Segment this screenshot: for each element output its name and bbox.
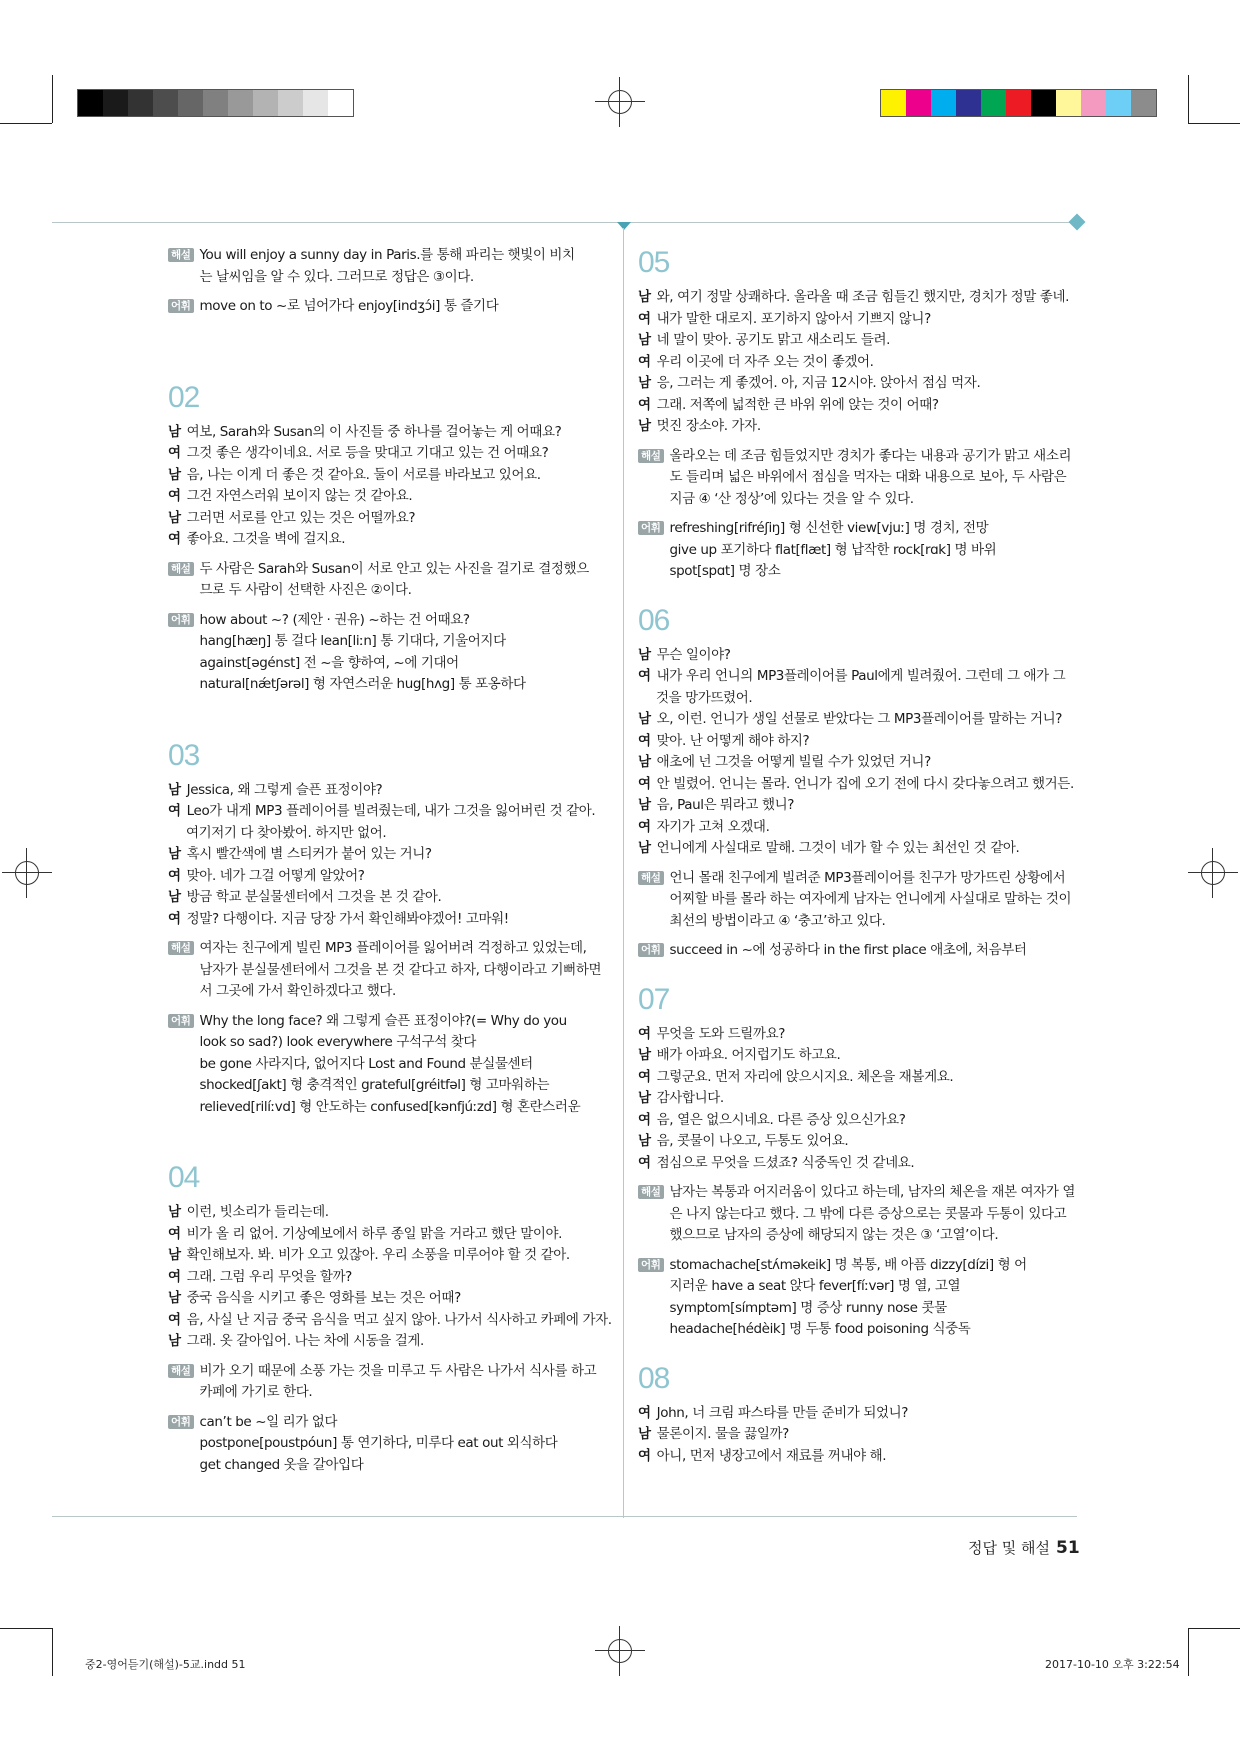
dialogue-text: 그것 좋은 생각이네요. 서로 등을 맞대고 기대고 있는 건 어때요? <box>186 445 549 461</box>
dialogue-line <box>638 416 1083 438</box>
dialogue <box>168 1202 613 1353</box>
dialogue-text: 정말? 다행이다. 지금 당장 가서 확인해봐야겠어! 고마워! <box>186 910 509 927</box>
vocabulary-text: 지러운 have a seat 앉다 fever[fíːvər] 명 열, 고열 <box>669 1278 961 1294</box>
dialogue-text: 좋아요. 그것을 벽에 걸지요. <box>186 531 346 547</box>
dialogue-text: 배가 아파요. 어지럽기도 하고요. <box>656 1047 841 1063</box>
color-swatch <box>1131 90 1156 116</box>
explanation-text: 최선의 방법이라고 ④ ‘충고’하고 있다. <box>669 912 886 929</box>
dialogue-text: 애초에 넌 그것을 어떻게 빌릴 수가 있었던 거니? <box>656 754 931 770</box>
dialogue-line <box>168 1245 613 1267</box>
color-swatch <box>1056 90 1081 116</box>
grayscale-registration-strip <box>77 89 354 117</box>
explanation-block <box>638 868 1083 933</box>
explanation-tag: 해설 <box>638 1185 664 1199</box>
color-swatch <box>153 90 178 116</box>
vocabulary-text: look so sad?) look everywhere 구석구석 찾다 <box>199 1034 477 1050</box>
dialogue <box>168 422 613 551</box>
dialogue-text: 것을 망가뜨렸어. <box>656 689 753 706</box>
dialogue-line <box>638 817 1083 839</box>
dialogue-line <box>638 1446 1083 1468</box>
speaker-label: 남 <box>168 889 181 905</box>
vocabulary-tag: 어휘 <box>638 1258 664 1272</box>
dialogue-text: 여기저기 다 찾아봤어. 하지만 없어. <box>186 824 387 841</box>
dialogue-text: 그래. 그럼 우리 무엇을 할까? <box>186 1268 352 1285</box>
vocabulary-text: get changed 옷을 갈아입다 <box>199 1456 364 1473</box>
dialogue-line <box>638 709 1083 731</box>
color-swatch <box>178 90 203 116</box>
vocabulary-text: natural[nǽtʃərəl] 형 자연스러운 hug[hʌg] 통 포옹하다 <box>199 676 526 692</box>
explanation-tag: 해설 <box>168 941 194 955</box>
dialogue <box>168 780 613 931</box>
dialogue-line <box>638 395 1083 417</box>
speaker-label: 남 <box>638 1047 651 1063</box>
dialogue-line <box>168 1224 613 1246</box>
dialogue-line <box>168 1202 613 1224</box>
date-slug: 2017-10-10 오후 3:22:54 <box>1045 1658 1180 1671</box>
vocabulary-text: postpone[poustpóun] 통 연기하다, 미루다 eat out 외식하다 <box>199 1435 558 1451</box>
speaker-label: 남 <box>638 375 651 391</box>
left-column <box>168 245 613 1476</box>
dialogue-text: 감사합니다. <box>656 1090 724 1106</box>
dialogue-line <box>638 352 1083 374</box>
dialogue-line <box>168 1310 613 1332</box>
dialogue-text: 네 말이 맞아. 공기도 맑고 새소리도 들려. <box>656 332 891 348</box>
section-number: 06 <box>638 603 670 637</box>
vocabulary-tag: 어휘 <box>638 521 664 535</box>
explanation-text: 므로 두 사람이 선택한 사진은 ②이다. <box>199 582 412 598</box>
dialogue-line <box>638 309 1083 331</box>
dialogue-line <box>168 866 613 888</box>
dialogue-text: 이런, 빗소리가 들리는데. <box>186 1204 329 1220</box>
speaker-label: 여 <box>638 1025 651 1042</box>
speaker-label: 남 <box>638 332 651 348</box>
vocabulary-text: against[əgénst] 전 ~을 향하여, ~에 기대어 <box>199 654 459 671</box>
dialogue-text: Leo가 내게 MP3 플레이어를 빌려줬는데, 내가 그것을 잃어버린 것 같아. <box>186 803 596 819</box>
color-registration-strip <box>880 89 1157 117</box>
color-swatch <box>228 90 253 116</box>
dialogue-line <box>168 443 613 465</box>
color-swatch <box>303 90 328 116</box>
dialogue-text: 응, 그러는 게 좋겠어. 아, 지금 12시야. 앉아서 점심 먹자. <box>656 375 981 391</box>
column-divider <box>623 228 624 1518</box>
explanation-text: 남자는 복통과 어지러움이 있다고 하는데, 남자의 체온을 재본 여자가 열 <box>669 1184 1076 1200</box>
vocabulary-text: move on to ~로 넘어가다 enjoy[indʒɔ́i] 통 즐기다 <box>199 298 499 314</box>
dialogue-line <box>168 1267 613 1289</box>
speaker-label: 여 <box>638 1154 651 1171</box>
speaker-label: 여 <box>638 310 651 327</box>
dialogue-text: 확인해보자. 봐. 비가 오고 있잖아. 우리 소풍을 미루어야 할 것 같아. <box>186 1247 570 1263</box>
dialogue-line <box>168 780 613 802</box>
dialogue-text: 그래. 옷 갈아입어. 나는 차에 시동을 걸게. <box>186 1333 424 1349</box>
dialogue-line <box>638 752 1083 774</box>
vocabulary-text: be gone 사라지다, 없어지다 Lost and Found 분실물센터 <box>199 1055 533 1072</box>
dialogue-text: 언니에게 사실대로 말해. 그것이 네가 할 수 있는 최선인 것 같아. <box>656 840 1020 856</box>
dialogue-line <box>638 645 1083 667</box>
dialogue-text: 자기가 고쳐 오겠대. <box>656 818 770 835</box>
dialogue-line <box>638 795 1083 817</box>
dialogue-text: Jessica, 왜 그렇게 슬픈 표정이야? <box>186 781 383 798</box>
top-rule <box>52 222 1077 223</box>
page-footer <box>968 1537 1080 1558</box>
vocabulary-text: relieved[rilíːvd] 형 안도하는 confused[kənfjúːzd] 형 혼란스러운 <box>199 1098 581 1115</box>
speaker-label: 여 <box>638 1111 651 1128</box>
vocabulary-text: how about ~? (제안 · 권유) ~하는 건 어때요? <box>199 611 470 628</box>
speaker-label: 여 <box>168 1268 181 1285</box>
speaker-label: 남 <box>638 797 651 813</box>
explanation-tag: 해설 <box>638 871 664 885</box>
speaker-label: 남 <box>638 1426 651 1442</box>
dialogue-text: 그러면 서로를 안고 있는 것은 어떨까요? <box>186 509 416 526</box>
explanation-text: 두 사람은 Sarah와 Susan이 서로 안고 있는 사진을 걸기로 결정했으 <box>199 560 589 577</box>
vocabulary-block <box>638 1255 1083 1341</box>
dialogue-line <box>168 529 613 551</box>
dialogue-text: 음, Paul은 뭐라고 했니? <box>656 797 794 813</box>
dialogue-line <box>638 666 1083 688</box>
speaker-label: 남 <box>168 1290 181 1306</box>
speaker-label: 여 <box>638 353 651 370</box>
vocabulary-text: succeed in ~에 성공하다 in the first place 애초에, 처음부터 <box>669 942 1027 958</box>
vocabulary-text: headache[hédèik] 명 두통 food poisoning 식중독 <box>669 1321 971 1337</box>
speaker-label: 남 <box>638 646 651 663</box>
speaker-label: 남 <box>168 1204 181 1220</box>
dialogue-text: John, 너 크림 파스타를 만들 준비가 되었니? <box>656 1404 909 1421</box>
color-swatch <box>1081 90 1106 116</box>
crop-mark <box>1188 1628 1189 1676</box>
dialogue-line <box>638 731 1083 753</box>
speaker-label: 여 <box>638 1404 651 1421</box>
dialogue-text: 여보, Sarah와 Susan의 이 사진들 중 하나를 걸어놓는 게 어때요? <box>186 423 562 440</box>
vocabulary-text: Why the long face? 왜 그렇게 슬픈 표정이야?(= Why do you <box>199 1012 567 1029</box>
dialogue-line <box>638 1424 1083 1446</box>
crop-mark <box>52 75 53 123</box>
dialogue-text: 중국 음식을 시키고 좋은 영화를 보는 것은 어때? <box>186 1290 461 1306</box>
dialogue-text: 맞아. 난 어떻게 해야 하지? <box>656 732 810 749</box>
explanation-text: 비가 오기 때문에 소풍 가는 것을 미루고 두 사람은 나가서 식사를 하고 <box>199 1362 597 1379</box>
explanation-text: 어찌할 바를 몰라 하는 여자에게 남자는 언니에게 사실대로 말하는 것이 <box>669 891 1072 907</box>
speaker-label: 여 <box>168 488 181 504</box>
speaker-label: 남 <box>168 1333 181 1349</box>
dialogue-text: 음, 사실 난 지금 중국 음식을 먹고 싶지 않아. 나가서 식사하고 카페에 가자. <box>186 1311 612 1328</box>
dialogue-text: 와, 여기 정말 상쾌하다. 올라올 때 조금 힘들긴 했지만, 경치가 정말 좋네. <box>656 289 1069 305</box>
dialogue-line <box>638 1153 1083 1175</box>
speaker-label: 남 <box>638 754 651 770</box>
color-swatch <box>253 90 278 116</box>
dialogue-line <box>168 1331 613 1353</box>
right-column <box>638 245 1083 1467</box>
explanation-text: 도 들리며 넓은 바위에서 점심을 먹자는 대화 내용으로 보아, 두 사람은 <box>669 469 1067 485</box>
rule-diamond <box>1069 214 1086 231</box>
color-swatch <box>956 90 981 116</box>
speaker-label: 남 <box>638 418 651 434</box>
vocabulary-block <box>168 296 613 318</box>
speaker-label: 여 <box>168 803 181 819</box>
color-swatch <box>278 90 303 116</box>
dialogue-text: 음, 나는 이게 더 좋은 것 같아요. 둘이 서로를 바라보고 있어요. <box>186 466 541 483</box>
vocabulary-block <box>168 1011 613 1119</box>
color-swatch <box>981 90 1006 116</box>
explanation-text: 카페에 가기로 한다. <box>199 1384 313 1400</box>
vocabulary-tag: 어휘 <box>638 943 664 957</box>
speaker-label: 남 <box>638 289 651 305</box>
section-number: 07 <box>638 982 670 1016</box>
dialogue-line <box>168 801 613 823</box>
section-number: 04 <box>168 1161 200 1194</box>
dialogue-line <box>638 688 1083 710</box>
speaker-label: 남 <box>168 781 181 798</box>
dialogue-line <box>168 465 613 487</box>
color-swatch <box>1106 90 1131 116</box>
dialogue-text: 물론이지. 물을 끓일까? <box>656 1426 789 1442</box>
speaker-label: 남 <box>168 423 181 440</box>
dialogue-line <box>638 1403 1083 1425</box>
dialogue-text: 음, 열은 없으시네요. 다른 증상 있으신가요? <box>656 1111 906 1128</box>
explanation-text: 언니 몰래 친구에게 빌려준 MP3플레이어를 친구가 망가뜨린 상황에서 <box>669 869 1066 886</box>
dialogue-line <box>638 1024 1083 1046</box>
footer-label: 정답 및 해설 <box>968 1539 1050 1557</box>
registration-crosshair <box>595 77 645 127</box>
dialogue-text: 그래. 저쪽에 넓적한 큰 바위 위에 앉는 것이 어때? <box>656 396 939 413</box>
section-number: 05 <box>638 246 670 279</box>
dialogue-text: 무엇을 도와 드릴까요? <box>656 1025 785 1042</box>
dialogue-text: 맞아. 네가 그걸 어떻게 알았어? <box>186 867 365 884</box>
vocabulary-text: symptom[símptəm] 명 증상 runny nose 콧물 <box>669 1299 947 1316</box>
color-swatch <box>1006 90 1031 116</box>
vocabulary-block <box>638 518 1083 583</box>
vocabulary-text: hang[hæŋ] 통 걸다 lean[liːn] 통 기대다, 기울어지다 <box>199 633 506 649</box>
dialogue-line <box>638 287 1083 309</box>
divider-triangle <box>617 222 631 230</box>
dialogue <box>638 645 1083 860</box>
dialogue-text: 비가 올 리 없어. 기상예보에서 하루 종일 맑을 거라고 했단 말이야. <box>186 1225 563 1242</box>
dialogue-text: 아니, 먼저 냉장고에서 재료를 꺼내야 해. <box>656 1447 887 1464</box>
vocabulary-text: shocked[ʃakt] 형 충격적인 grateful[gréitfəl] 형 고마워하는 <box>199 1077 550 1093</box>
speaker-label: 남 <box>168 466 181 483</box>
crop-mark <box>1188 75 1189 123</box>
speaker-label: 여 <box>168 910 181 927</box>
dialogue-line <box>168 909 613 931</box>
speaker-label: 여 <box>638 775 651 792</box>
explanation-tag: 해설 <box>168 562 194 576</box>
color-swatch <box>931 90 956 116</box>
dialogue-line <box>638 1045 1083 1067</box>
vocabulary-tag: 어휘 <box>168 1014 194 1028</box>
dialogue <box>638 287 1083 438</box>
dialogue-line <box>638 1067 1083 1089</box>
speaker-label: 여 <box>638 732 651 749</box>
speaker-label: 여 <box>168 867 181 884</box>
vocabulary-block <box>168 610 613 696</box>
dialogue-text: 무슨 일이야? <box>656 646 731 663</box>
explanation-text: 지금 ④ ‘산 정상’에 있다는 것을 알 수 있다. <box>669 490 914 507</box>
explanation-text: 여자는 친구에게 빌린 MP3 플레이어를 잃어버려 걱정하고 있었는데, <box>199 940 587 956</box>
dialogue-line <box>638 1088 1083 1110</box>
crop-mark <box>0 1628 52 1629</box>
dialogue-line <box>638 774 1083 796</box>
speaker-label: 남 <box>638 711 651 727</box>
explanation-text: 서 그곳에 가서 확인하겠다고 했다. <box>199 983 396 999</box>
explanation-block <box>168 245 613 288</box>
explanation-text: 는 날씨임을 알 수 있다. 그러므로 정답은 ③이다. <box>199 268 474 285</box>
dialogue-line <box>168 422 613 444</box>
vocabulary-text: give up 포기하다 flat[flæt] 형 납작한 rock[rɑk] 명 바위 <box>669 541 997 558</box>
vocabulary-tag: 어휘 <box>168 613 194 627</box>
registration-crosshair <box>1188 848 1238 898</box>
dialogue-line <box>638 838 1083 860</box>
explanation-tag: 해설 <box>168 248 194 262</box>
speaker-label: 여 <box>638 1447 651 1464</box>
explanation-block <box>638 446 1083 511</box>
speaker-label: 남 <box>168 1247 181 1263</box>
speaker-label: 여 <box>638 396 651 413</box>
speaker-label: 여 <box>638 668 651 684</box>
speaker-label: 남 <box>638 840 651 856</box>
color-swatch <box>203 90 228 116</box>
dialogue-text: 오, 이런. 언니가 생일 선물로 받았다는 그 MP3플레이어를 말하는 거니? <box>656 711 1063 727</box>
dialogue-line <box>168 508 613 530</box>
section-number: 08 <box>638 1361 670 1395</box>
registration-crosshair <box>2 848 52 898</box>
dialogue-text: 점심으로 무엇을 드셨죠? 식중독인 것 같네요. <box>656 1154 915 1171</box>
vocabulary-tag: 어휘 <box>168 299 194 313</box>
speaker-label: 여 <box>168 1225 181 1242</box>
dialogue-line <box>168 823 613 845</box>
dialogue-text: 안 빌렸어. 언니는 몰라. 언니가 집에 오기 전에 다시 갖다놓으려고 했거든. <box>656 775 1074 792</box>
dialogue-line <box>168 486 613 508</box>
explanation-block <box>168 559 613 602</box>
vocabulary-tag: 어휘 <box>168 1415 194 1429</box>
bottom-rule <box>52 1516 1077 1517</box>
dialogue-text: 내가 우리 언니의 MP3플레이어를 Paul에게 빌려줬어. 그런데 그 애가 그 <box>656 668 1066 684</box>
color-swatch <box>906 90 931 116</box>
color-swatch <box>328 90 353 116</box>
vocabulary-text: can’t be ~일 리가 없다 <box>199 1413 338 1430</box>
vocabulary-block <box>638 940 1083 962</box>
explanation-text: 올라오는 데 조금 힘들었지만 경치가 좋다는 내용과 공기가 맑고 새소리 <box>669 447 1072 464</box>
section-number: 02 <box>168 380 200 414</box>
dialogue-line <box>638 1110 1083 1132</box>
speaker-label: 여 <box>168 1311 181 1328</box>
dialogue-line <box>638 373 1083 395</box>
vocabulary-block <box>168 1412 613 1477</box>
explanation-block <box>168 938 613 1003</box>
dialogue-line <box>168 844 613 866</box>
dialogue-text: 멋진 장소야. 가자. <box>656 418 761 434</box>
explanation-block <box>638 1182 1083 1247</box>
dialogue-text: 음, 콧물이 나오고, 두통도 있어요. <box>656 1133 849 1149</box>
speaker-label: 여 <box>168 445 181 461</box>
explanation-block <box>168 1361 613 1404</box>
vocabulary-text: refreshing[rifréʃiŋ] 형 신선한 view[vjuː] 명 경치, 전망 <box>669 520 989 536</box>
speaker-label: 남 <box>638 1133 651 1149</box>
registration-crosshair <box>595 1626 645 1676</box>
crop-mark <box>0 123 52 124</box>
dialogue-line <box>168 1288 613 1310</box>
crop-mark <box>52 1628 53 1676</box>
dialogue-text: 내가 말한 대로지. 포기하지 않아서 기쁘지 않니? <box>656 310 931 327</box>
speaker-label: 여 <box>168 531 181 547</box>
speaker-label: 여 <box>638 1068 651 1085</box>
explanation-text: You will enjoy a sunny day in Paris.를 통해 파리는 햇빛이 비치 <box>199 247 575 263</box>
file-slug: 중2-영어듣기(해설)-5교.indd 51 <box>85 1658 246 1671</box>
color-swatch <box>881 90 906 116</box>
dialogue-text: 혹시 빨간색에 별 스티커가 붙어 있는 거니? <box>186 846 432 862</box>
speaker-label: 남 <box>168 509 181 526</box>
color-swatch <box>1031 90 1056 116</box>
dialogue-text: 우리 이곳에 더 자주 오는 것이 좋겠어. <box>656 353 874 370</box>
crop-mark <box>1188 1628 1240 1629</box>
page-number: 51 <box>1056 1538 1080 1558</box>
crop-mark <box>1188 123 1240 124</box>
dialogue-line <box>168 887 613 909</box>
speaker-label: 여 <box>638 818 651 835</box>
dialogue <box>638 1403 1083 1468</box>
color-swatch <box>78 90 103 116</box>
speaker-label: 남 <box>168 846 181 862</box>
vocabulary-text: spot[spɑt] 명 장소 <box>669 563 781 579</box>
explanation-text: 은 나지 않는다고 했다. 그 밖에 다른 증상으로는 콧물과 두통이 있다고 <box>669 1205 1067 1222</box>
dialogue-text: 그렇군요. 먼저 자리에 앉으시지요. 체온을 재볼게요. <box>656 1068 954 1085</box>
dialogue-text: 그건 자연스러워 보이지 않는 것 같아요. <box>186 488 413 504</box>
dialogue <box>638 1024 1083 1175</box>
speaker-label: 남 <box>638 1090 651 1106</box>
explanation-tag: 해설 <box>638 449 664 463</box>
color-swatch <box>128 90 153 116</box>
explanation-text: 남자가 분실물센터에서 그것을 본 것 같다고 하자, 다행이라고 기뻐하면 <box>199 961 602 978</box>
explanation-text: 했으므로 남자의 증상에 해당되지 않는 것은 ③ ‘고열’이다. <box>669 1227 999 1243</box>
dialogue-line <box>638 1131 1083 1153</box>
explanation-tag: 해설 <box>168 1364 194 1378</box>
vocabulary-text: stomachache[stʌ́məkeik] 명 복통, 배 아픔 dizzy[dízi] 형 어 <box>669 1256 1027 1273</box>
dialogue-text: 방금 학교 분실물센터에서 그것을 본 것 같아. <box>186 889 442 905</box>
dialogue-line <box>638 330 1083 352</box>
color-swatch <box>103 90 128 116</box>
section-number: 03 <box>168 738 200 772</box>
